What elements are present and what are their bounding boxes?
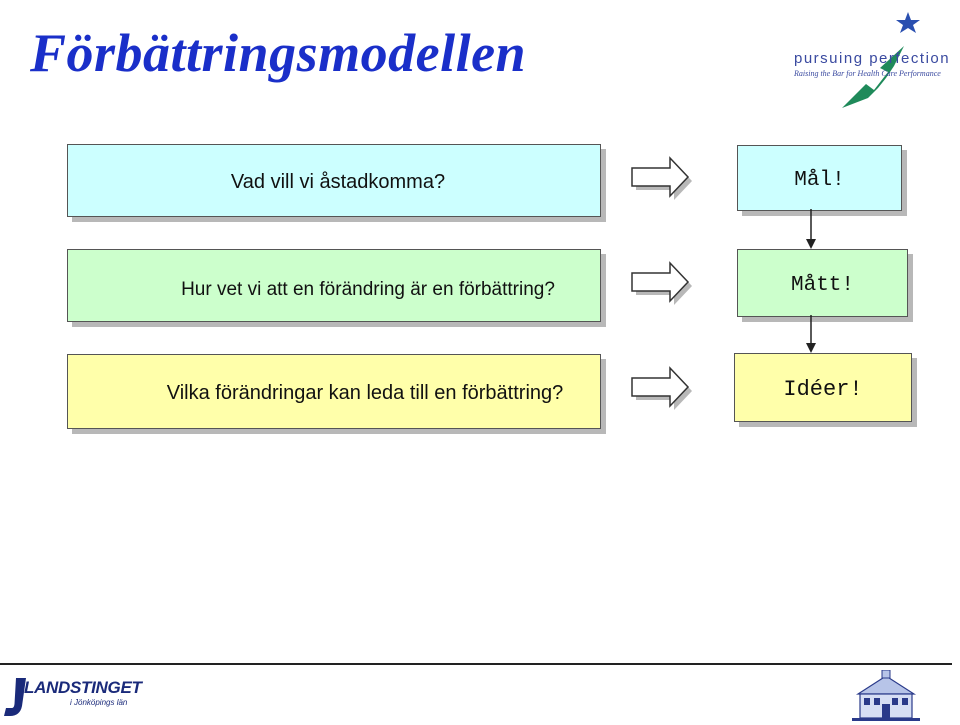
footer-logo-text: LANDSTINGET <box>24 678 142 697</box>
right-arrow-icon <box>630 365 696 415</box>
footer-logo-sub: i Jönköpings län <box>70 698 128 707</box>
answer-text: Mål! <box>794 168 845 192</box>
answer-box-ideas <box>734 353 912 422</box>
logo-tagline: Raising the Bar for Health Care Performance <box>794 69 941 78</box>
answer-box-goal <box>737 145 902 211</box>
landstinget-logo <box>2 676 152 720</box>
down-arrow-icon <box>804 315 818 355</box>
down-arrow-icon <box>804 209 818 251</box>
footer-divider <box>0 663 952 665</box>
building-logo-icon <box>850 670 922 722</box>
answer-text: Mått! <box>790 273 854 297</box>
question-box-1 <box>67 144 601 217</box>
page-title: Förbättringsmodellen <box>30 23 527 83</box>
question-box-3 <box>67 354 601 429</box>
pursuing-perfection-logo <box>782 8 954 114</box>
right-arrow-icon <box>630 155 696 205</box>
question-text: Vilka förändringar kan leda till en förbättring? <box>166 382 564 404</box>
logo-text: pursuing perfection <box>794 50 951 67</box>
question-box-2 <box>67 249 601 322</box>
right-arrow-icon <box>630 260 696 310</box>
question-text: Hur vet vi att en förändring är en förbättring? <box>181 278 555 300</box>
answer-text: Idéer! <box>783 377 863 402</box>
answer-box-measure <box>737 249 908 317</box>
question-text: Vad vill vi åstadkomma? <box>230 171 446 193</box>
